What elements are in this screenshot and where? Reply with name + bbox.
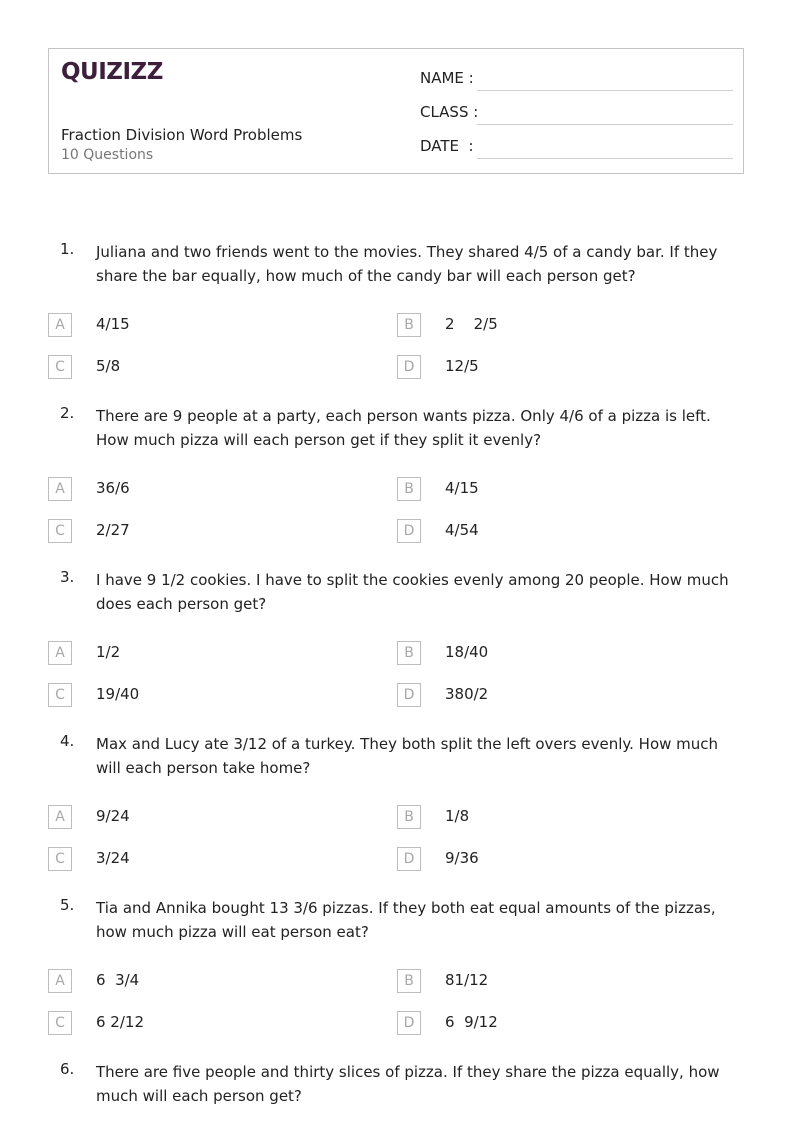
option-letter-box[interactable]: D xyxy=(397,847,421,871)
date-label: DATE : xyxy=(420,137,474,155)
question-text: There are 9 people at a party, each person wants pizza. Only 4/6 of a pizza is left. How much pizza will each person get if they split it evenly? xyxy=(96,407,711,449)
option-letter-box[interactable]: A xyxy=(48,477,72,501)
worksheet-title: Fraction Division Word Problems xyxy=(61,126,303,144)
class-label: CLASS : xyxy=(420,103,479,121)
option-text: 36/6 xyxy=(96,479,130,497)
option-letter-box[interactable]: C xyxy=(48,683,72,707)
quizizz-logo: QUIZIZZ xyxy=(61,59,163,85)
question-number: 3. xyxy=(60,568,75,586)
option-letter-box[interactable]: C xyxy=(48,1011,72,1035)
option-text: 4/15 xyxy=(445,479,479,497)
option-text: 2 2/5 xyxy=(445,315,498,333)
option-text: 9/36 xyxy=(445,849,479,867)
question-text: I have 9 1/2 cookies. I have to split the cookies evenly among 20 people. How much does each person get? xyxy=(96,571,729,613)
option-letter-box[interactable]: B xyxy=(397,969,421,993)
option-letter-box[interactable]: C xyxy=(48,519,72,543)
question-count: 10 Questions xyxy=(61,147,154,163)
option-text: 6 2/12 xyxy=(96,1013,144,1031)
option-text: 19/40 xyxy=(96,685,140,703)
worksheet-header xyxy=(48,48,744,174)
option-text: 12/5 xyxy=(445,357,479,375)
option-text: 9/24 xyxy=(96,807,130,825)
class-field[interactable] xyxy=(420,101,733,125)
option-letter-box[interactable]: B xyxy=(397,477,421,501)
name-line[interactable] xyxy=(477,90,733,91)
option-letter-box[interactable]: D xyxy=(397,355,421,379)
question-number: 6. xyxy=(60,1060,75,1078)
option-text: 81/12 xyxy=(445,971,489,989)
date-line[interactable] xyxy=(477,158,733,159)
option-text: 6 9/12 xyxy=(445,1013,498,1031)
question-text: There are five people and thirty slices of pizza. If they share the pizza equally, how much will each person get? xyxy=(96,1063,720,1105)
option-letter-box[interactable]: A xyxy=(48,313,72,337)
question-text: Max and Lucy ate 3/12 of a turkey. They both split the left overs evenly. How much will each person take home? xyxy=(96,735,719,777)
question-number: 2. xyxy=(60,404,75,422)
option-letter-box[interactable]: D xyxy=(397,519,421,543)
option-letter-box[interactable]: C xyxy=(48,847,72,871)
question-text: Tia and Annika bought 13 3/6 pizzas. If they both eat equal amounts of the pizzas, how much pizza will eat person eat? xyxy=(96,899,716,941)
question-text: Juliana and two friends went to the movies. They shared 4/5 of a candy bar. If they share the bar equally, how much of the candy bar will each person get? xyxy=(96,243,718,285)
option-letter-box[interactable]: A xyxy=(48,641,72,665)
option-text: 6 3/4 xyxy=(96,971,140,989)
option-letter-box[interactable]: A xyxy=(48,969,72,993)
option-letter-box[interactable]: D xyxy=(397,1011,421,1035)
option-letter-box[interactable]: C xyxy=(48,355,72,379)
name-field[interactable] xyxy=(420,67,733,91)
question-number: 4. xyxy=(60,732,75,750)
option-text: 3/24 xyxy=(96,849,130,867)
date-field[interactable] xyxy=(420,135,733,159)
option-letter-box[interactable]: B xyxy=(397,313,421,337)
option-text: 18/40 xyxy=(445,643,489,661)
option-text: 4/15 xyxy=(96,315,130,333)
option-text: 4/54 xyxy=(445,521,479,539)
option-text: 2/27 xyxy=(96,521,130,539)
option-text: 1/8 xyxy=(445,807,470,825)
option-letter-box[interactable]: B xyxy=(397,641,421,665)
option-text: 380/2 xyxy=(445,685,489,703)
option-text: 5/8 xyxy=(96,357,121,375)
option-text: 1/2 xyxy=(96,643,121,661)
option-letter-box[interactable]: B xyxy=(397,805,421,829)
option-letter-box[interactable]: D xyxy=(397,683,421,707)
question-number: 5. xyxy=(60,896,75,914)
question-number: 1. xyxy=(60,240,75,258)
option-letter-box[interactable]: A xyxy=(48,805,72,829)
class-line[interactable] xyxy=(477,124,733,125)
name-label: NAME : xyxy=(420,69,474,87)
